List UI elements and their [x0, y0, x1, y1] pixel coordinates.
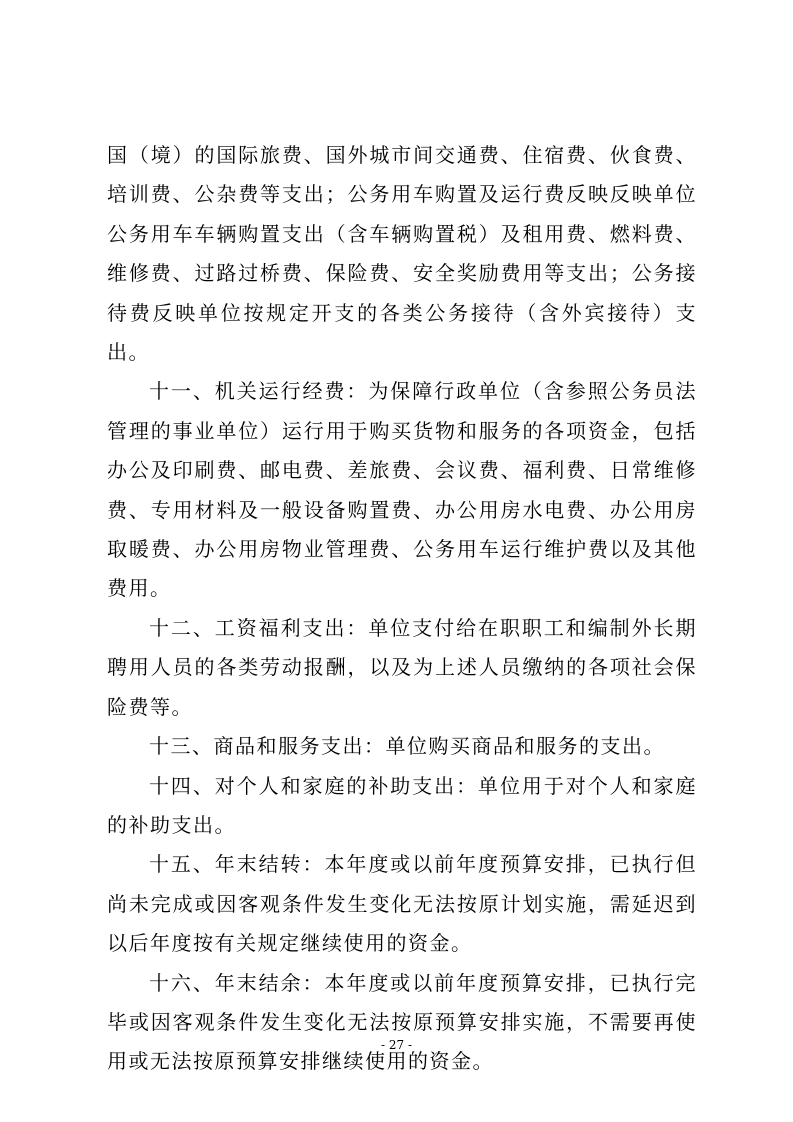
paragraph-personal-household-subsidy: 十四、对个人和家庭的补助支出：单位用于对个人和家庭的补助支出。 — [107, 773, 697, 837]
document-body — [107, 136, 697, 1082]
paragraph-year-end-balance: 十六、年末结余：本年度或以前年度预算安排，已执行完毕或因客观条件发生变化无法按原预算安排实施，不需要再使用或无法按原预算安排继续使用的资金。 — [107, 970, 697, 1074]
paragraph-goods-services: 十三、商品和服务支出：单位购买商品和服务的支出。 — [149, 734, 665, 759]
paragraph-travel-vehicle-reception: 国（境）的国际旅费、国外城市间交通费、住宿费、伙食费、培训费、公杂费等支出；公务用车购置及运行费反映反映单位公务用车车辆购置支出（含车辆购置税）及租用费、燃料费、维修费、过路过桥费、保险费、安全奖励费用等支出；公务接待费反映单位按规定开支的各类公务接待（含外宾接待）支出。 — [107, 143, 697, 365]
page-number: - 27 - — [380, 1038, 412, 1052]
paragraph-wages-welfare: 十二、工资福利支出：单位支付给在职职工和编制外长期聘用人员的各类劳动报酬，以及为上述人员缴纳的各项社会保险费等。 — [107, 615, 697, 719]
paragraph-year-end-carryover: 十五、年末结转：本年度或以前年度预算安排，已执行但尚未完成或因客观条件发生变化无法按原计划实施，需延迟到以后年度按有关规定继续使用的资金。 — [107, 852, 697, 956]
paragraph-office-operating-expenses: 十一、机关运行经费：为保障行政单位（含参照公务员法管理的事业单位）运行用于购买货物和服务的各项资金，包括办公及印刷费、邮电费、差旅费、会议费、福利费、日常维修费、专用材料及一般设备购置费、办公用房水电费、办公用房取暖费、办公用房物业管理费、公务用车运行维护费以及其他费用。 — [107, 379, 697, 601]
